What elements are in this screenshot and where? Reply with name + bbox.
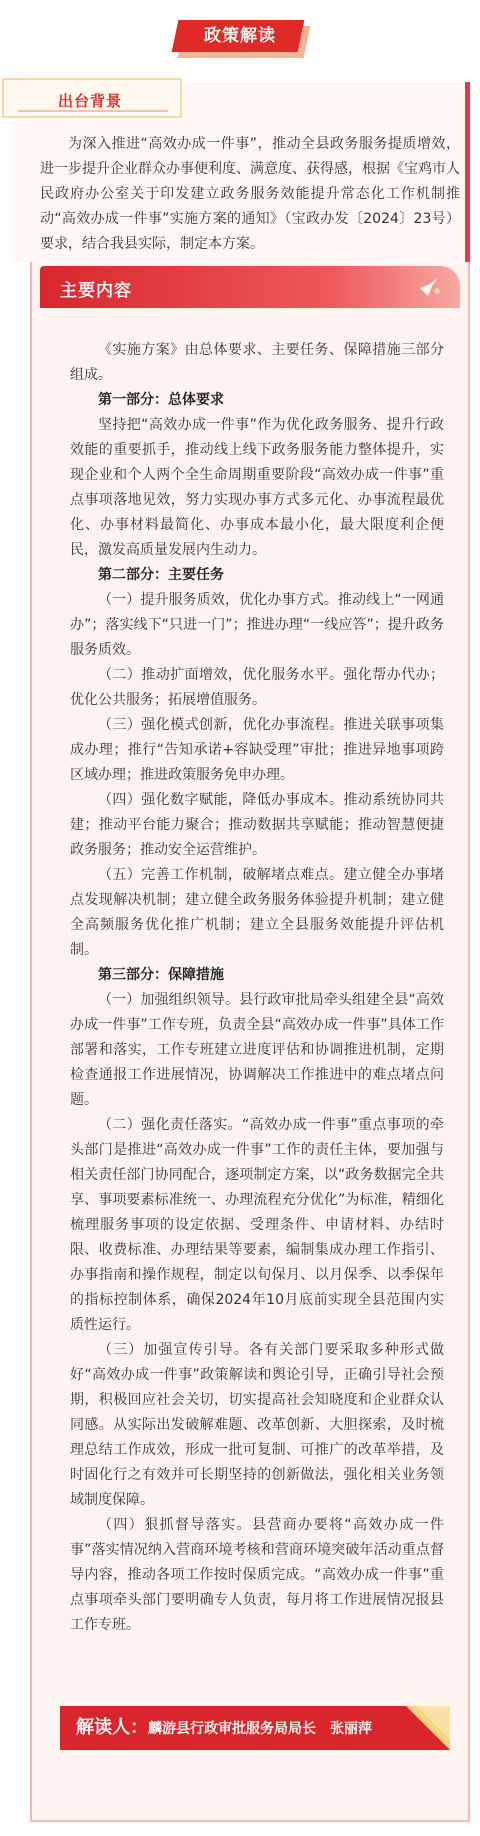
section-heading: 第三部分：保障措施 <box>98 967 224 983</box>
content-paragraph: （三）强化模式创新，优化办事流程。推进关联事项集成办理；推行“告知承诺+容缺受理”审批；推进异地事项跨区域办理；推进政策服务免申办理。 <box>70 717 444 783</box>
main-content-header <box>40 266 460 308</box>
content-paragraph: （一）提升服务质效，优化办事方式。推动线上“一网通办”；落实线下“只进一门”；推进办理“一线应答”；提升政务服务质效。 <box>70 592 444 658</box>
background-title-underline <box>18 110 168 112</box>
reader-banner <box>60 1706 450 1750</box>
content-paragraph: （四）强化数字赋能，降低办事成本。推动系统协同共建；推动平台能力聚合；推动数据共享赋能；推动智慧便捷政务服务；推动安全运营维护。 <box>70 792 444 858</box>
content-paragraph: （一）加强组织领导。县行政审批局牵头组建全县“高效办成一件事”工作专班，负责全县“高效办成一件事”具体工作部署和落实，工作专班建立进度评估和协调推进机制，定期检查通报工作进展情况，协调解决工作推进中的难点堵点问题。 <box>70 992 444 1108</box>
content-paragraph: 坚持把“高效办成一件事”作为优化政务服务、提升行政效能的重要抓手，推动线上线下政务服务能力整体提升，实现企业和个人两个全生命周期重要阶段“高效办成一件事”重点事项落地见效，努力实现办事方式多元化、办事流程最优化、办事材料最简化、办事成本最小化，最大限度利企便民，激发高质量发展内生动力。 <box>70 417 444 558</box>
content-paragraph: （二）强化责任落实。“高效办成一件事”重点事项的牵头部门是推进“高效办成一件事”工作的责任主体，要加强与相关责任部门协同配合，逐项制定方案，以“政务数据完全共享、事项要素标准统一、办理流程充分优化”为标准，精细化梳理服务事项的设定依据、受理条件、申请材料、办结时限、收费标准、办理结果等要素，编制集成办理工作指引、办事指南和操作规程，制定以旬保月、以月保季、以季保年的指标控制体系，确保2024年10月底前实现全县范围内实质性运行。 <box>70 1117 444 1333</box>
reader-credit <box>76 1706 372 1750</box>
reader-banner-corner-deco <box>406 1706 450 1750</box>
background-paragraph: 为深入推进“高效办成一件事”，推动全县政务服务提质增效，进一步提升企业群众办事便利度、满意度、获得感，根据《宝鸡市人民政府办公室关于印发建立政务服务效能提升常态化工作机制推动“高效办成一件事”实施方案的通知》（宝政办发〔2024〕23号）要求，结合我县实际，制定本方案。 <box>40 136 460 252</box>
reader-name: 麟游县行政审批服务局局长 张丽萍 <box>148 1721 372 1737</box>
content-paragraph: （二）推动扩面增效，优化服务水平。强化帮办代办；优化公共服务；拓展增值服务。 <box>70 667 444 708</box>
main-content-title: 主要内容 <box>60 281 132 301</box>
page-title: 政策解读 <box>204 26 276 46</box>
content-paragraph: 《实施方案》由总体要求、主要任务、保障措施三部分组成。 <box>70 342 444 383</box>
content-paragraph: （三）加强宣传引导。各有关部门要采取多种形式做好“高效办成一件事”政策解读和舆论引导，正确引导社会预期，积极回应社会关切，切实提高社会知晓度和企业群众认同感。从实际出发破解难题、改革创新、大胆探索，及时梳理总结工作成效，形成一批可复制、可推广的改革举措，及时固化行之有效并可长期坚持的创新做法，强化相关业务领域制度保障。 <box>70 1342 444 1508</box>
content-paragraph: （四）狠抓督导落实。县营商办要将“高效办成一件事”落实情况纳入营商环境考核和营商环境突破年活动重点督导内容，推动各项工作按时保质完成。“高效办成一件事”重点事项牵头部门要明确专人负责，每月将工作进展情况报县工作专班。 <box>70 1517 444 1633</box>
title-badge <box>175 20 305 56</box>
sparkle-icon <box>416 274 442 300</box>
content-paragraph: （五）完善工作机制，破解堵点难点。建立健全办事堵点发现解决机制；建立健全政务服务体验提升机制；建立健全高频服务优化推广机制；建立全县服务效能提升评估机制。 <box>70 867 444 958</box>
background-accent-bar <box>465 82 470 262</box>
background-section-title: 出台背景 <box>58 92 123 110</box>
background-section-tab <box>2 78 182 118</box>
main-content-body <box>70 338 444 1638</box>
section-heading: 第一部分：总体要求 <box>98 392 224 408</box>
reader-lead: 解读人： <box>76 1717 148 1738</box>
section-heading: 第二部分：主要任务 <box>98 567 224 583</box>
